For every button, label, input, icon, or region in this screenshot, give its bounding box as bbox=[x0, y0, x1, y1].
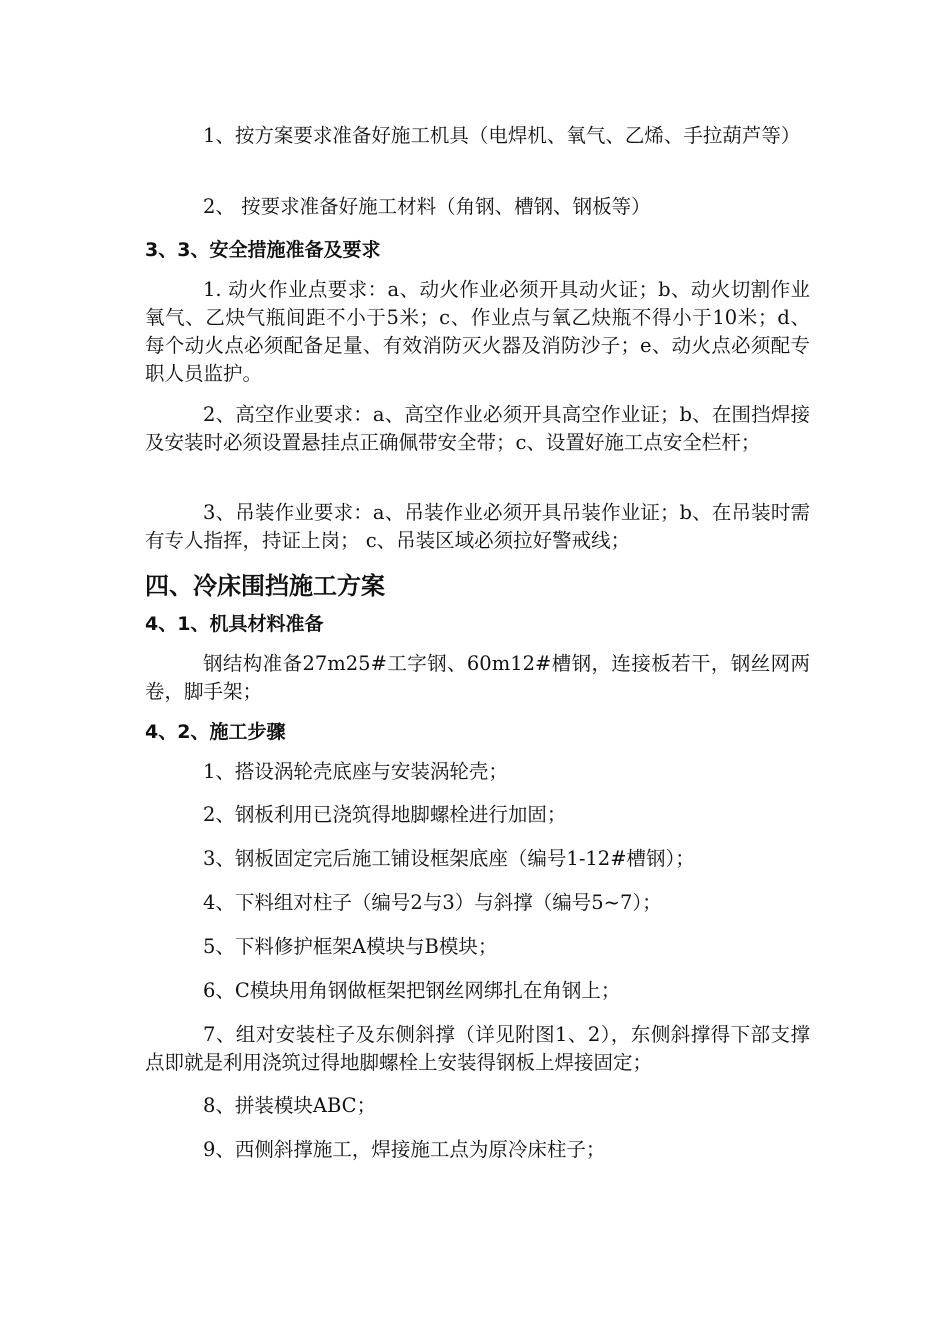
prep-item-2: 2、 按要求准备好施工材料（角钢、槽钢、钢板等） bbox=[203, 195, 651, 218]
step-item-6: 6、C模块用角钢做框架把钢丝网绑扎在角钢上； bbox=[203, 979, 621, 1002]
step-item-9: 9、西侧斜撑施工，焊接施工点为原冷床柱子； bbox=[203, 1138, 606, 1161]
step-item-4: 4、下料组对柱子（编号2与3）与斜撑（编号5~7）； bbox=[203, 891, 662, 914]
safety-item-3: 3、吊装作业要求：a、吊装作业必须开具吊装作业证；b、在吊装时需有专人指挥，持证上岗； c、吊装区域必须拉好警戒线； bbox=[145, 501, 810, 552]
safety-item-1: 1. 动火作业点要求：a、动火作业必须开具动火证；b、动火切割作业氧气、乙炔气瓶间距不小于5米；c、作业点与氧乙炔瓶不得小于10米；d、每个动火点必须配备足量、有效消防灭火器及消防沙子；e、动火点必须配专职人员监护。 bbox=[145, 278, 810, 385]
step-item-5: 5、下料修护框架A模块与B模块； bbox=[203, 935, 498, 958]
materials-text: 钢结构准备27m25#工字钢、60m12#槽钢，连接板若干，钢丝网两卷，脚手架； bbox=[145, 652, 810, 703]
step-item-2: 2、钢板利用已浇筑得地脚螺栓进行加固； bbox=[203, 803, 567, 826]
materials-heading: 4、1、机具材料准备 bbox=[145, 613, 324, 635]
step-item-3: 3、钢板固定完后施工铺设框架底座（编号1-12#槽钢）； bbox=[203, 847, 695, 870]
prep-item-1: 1、按方案要求准备好施工机具（电焊机、氧气、乙烯、手拉葫芦等） bbox=[203, 124, 801, 147]
step-item-7: 7、组对安装柱子及东侧斜撑（详见附图1、2），东侧斜撑得下部支撑点即就是利用浇筑过得地脚螺栓上安装得钢板上焊接固定； bbox=[145, 1023, 810, 1074]
step-item-1: 1、搭设涡轮壳底座与安装涡轮壳； bbox=[203, 760, 508, 783]
step-item-8: 8、拼装模块ABC； bbox=[203, 1094, 377, 1117]
chapter-title: 四、冷床围挡施工方案 bbox=[145, 572, 385, 600]
safety-item-2: 2、高空作业要求：a、高空作业必须开具高空作业证；b、在围挡焊接及安装时必须设置悬挂点正确佩带安全带；c、设置好施工点安全栏杆； bbox=[145, 403, 810, 454]
steps-heading: 4、2、施工步骤 bbox=[145, 721, 286, 743]
safety-heading: 3、3、安全措施准备及要求 bbox=[145, 239, 381, 261]
